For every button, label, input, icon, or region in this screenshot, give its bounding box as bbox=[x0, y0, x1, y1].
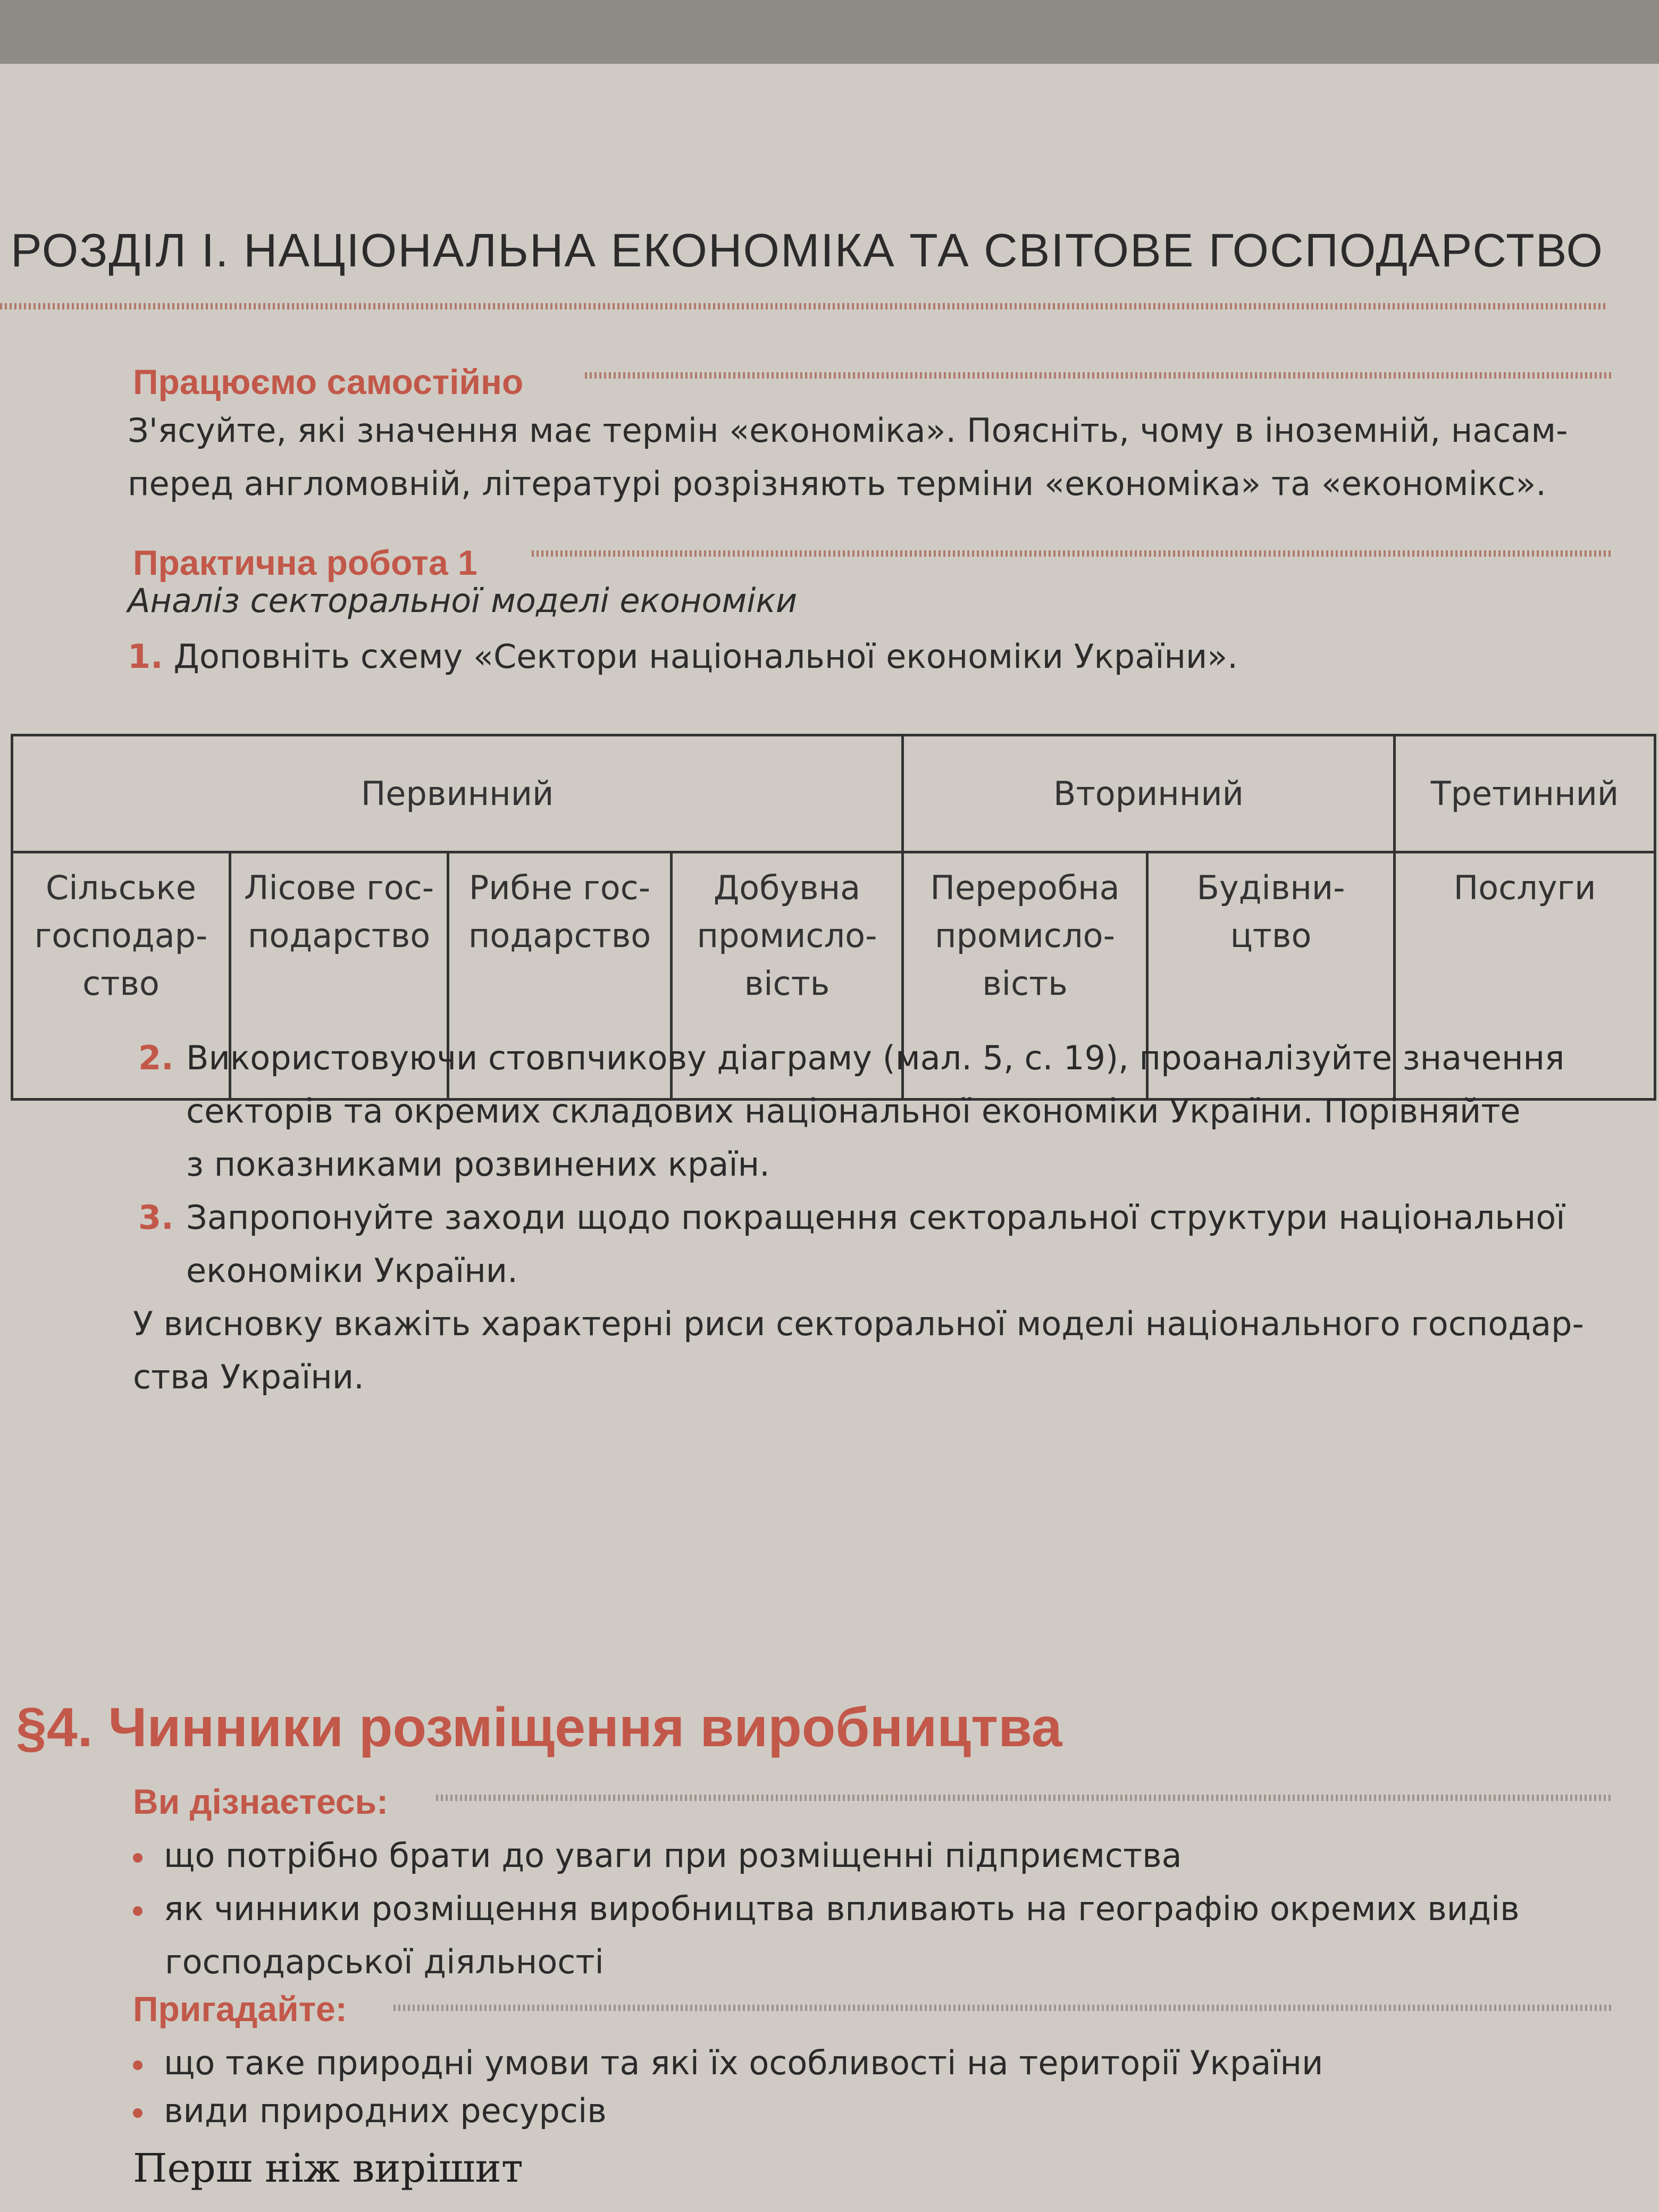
cut-off-text: Перш ніж вирішит bbox=[133, 2146, 523, 2191]
task-3-number: 3. bbox=[138, 1198, 174, 1237]
task-2 bbox=[138, 1032, 1648, 1191]
bullet-icon bbox=[133, 1906, 143, 1916]
recall-divider bbox=[393, 2005, 1611, 2011]
task-3-line: Запропонуйте заходи щодо покращення секторальної структури національної bbox=[186, 1198, 1565, 1237]
cell-text: Послуги bbox=[1453, 868, 1596, 907]
self-work-heading: Працюємо самостійно bbox=[133, 362, 524, 401]
cell-text: Переробна bbox=[930, 868, 1120, 907]
section-title: РОЗДІЛ І. НАЦІОНАЛЬНА ЕКОНОМІКА ТА СВІТОВЕ ГОСПОДАРСТВО bbox=[11, 224, 1604, 276]
cell-text: цтво bbox=[1230, 916, 1312, 955]
sector-tertiary: Третинний bbox=[1395, 735, 1655, 852]
cell-text: Сільське bbox=[46, 868, 196, 907]
cell-text: промисло- bbox=[935, 916, 1115, 955]
cell-text: подарство bbox=[468, 916, 651, 955]
learn-divider bbox=[436, 1795, 1611, 1801]
sector-primary: Первинний bbox=[12, 735, 903, 852]
cell-text: вість bbox=[744, 964, 830, 1003]
bullet-icon bbox=[133, 2060, 143, 2070]
cell-text: подарство bbox=[247, 916, 431, 955]
recall-item-text: види природних ресурсів bbox=[164, 2091, 607, 2130]
cell-text: Рибне гос- bbox=[468, 868, 651, 907]
practical-heading: Практична робота 1 bbox=[133, 543, 477, 582]
recall-item-1 bbox=[133, 2037, 1648, 2090]
task-1-number: 1. bbox=[128, 637, 163, 676]
task-2-line: секторів та окремих складових національної економіки України. Порівняйте bbox=[186, 1092, 1521, 1130]
cell-text: Лісове гос- bbox=[244, 868, 434, 907]
task-3-line: економіки України. bbox=[186, 1251, 518, 1290]
header-divider bbox=[0, 303, 1606, 309]
practical-divider bbox=[532, 550, 1611, 557]
cell-text: ство bbox=[82, 964, 160, 1003]
cell-text: Будівни- bbox=[1196, 868, 1345, 907]
cell-text: Добувна bbox=[713, 868, 861, 907]
cell-text: промисло- bbox=[697, 916, 877, 955]
learn-item-2-continued: господарської діяльності bbox=[165, 1942, 604, 1981]
recall-item-2 bbox=[133, 2084, 1648, 2138]
self-work-divider bbox=[585, 372, 1611, 379]
practical-subtitle: Аналіз секторальної моделі економіки bbox=[128, 581, 798, 620]
sector-secondary: Вторинний bbox=[903, 735, 1395, 852]
learn-item-text: що потрібно брати до уваги при розміщенні підприємства bbox=[164, 1836, 1182, 1875]
cell-text: вість bbox=[982, 964, 1068, 1003]
learn-item-2 bbox=[133, 1882, 1648, 1936]
task-2-number: 2. bbox=[138, 1038, 174, 1077]
learn-heading: Ви дізнаєтесь: bbox=[133, 1782, 389, 1821]
self-work-line-1: З'ясуйте, які значення має термін «економіка». Поясніть, чому в іноземній, насам- bbox=[128, 411, 1568, 450]
cell-text: господар- bbox=[34, 916, 208, 955]
learn-item-text: як чинники розміщення виробництва впливають на географію окремих видів bbox=[164, 1889, 1520, 1928]
task-2-line: з показниками розвинених країн. bbox=[186, 1145, 770, 1184]
task-3 bbox=[138, 1191, 1648, 1297]
learn-item-1 bbox=[133, 1829, 1648, 1882]
task-2-line: Використовуючи стовпчикову діаграму (мал. 5, с. 19), проаналізуйте значення bbox=[186, 1038, 1565, 1077]
conclusion-line-1: У висновку вкажіть характерні риси секторальної моделі національного господар- bbox=[133, 1304, 1584, 1343]
textbook-page bbox=[0, 64, 1659, 2212]
bullet-icon bbox=[133, 1853, 143, 1863]
recall-item-text: що таке природні умови та які їх особливості на території України bbox=[164, 2043, 1323, 2082]
bullet-icon bbox=[133, 2108, 143, 2118]
paragraph-4-title: §4. Чинники розміщення виробництва bbox=[16, 1697, 1062, 1758]
self-work-line-2: перед англомовній, літературі розрізняють терміни «економіка» та «економікс». bbox=[128, 464, 1546, 503]
conclusion-line-2: ства України. bbox=[133, 1358, 364, 1396]
recall-heading: Пригадайте: bbox=[133, 1989, 347, 2029]
task-1-text: Доповніть схему «Сектори національної економіки України». bbox=[173, 637, 1238, 676]
